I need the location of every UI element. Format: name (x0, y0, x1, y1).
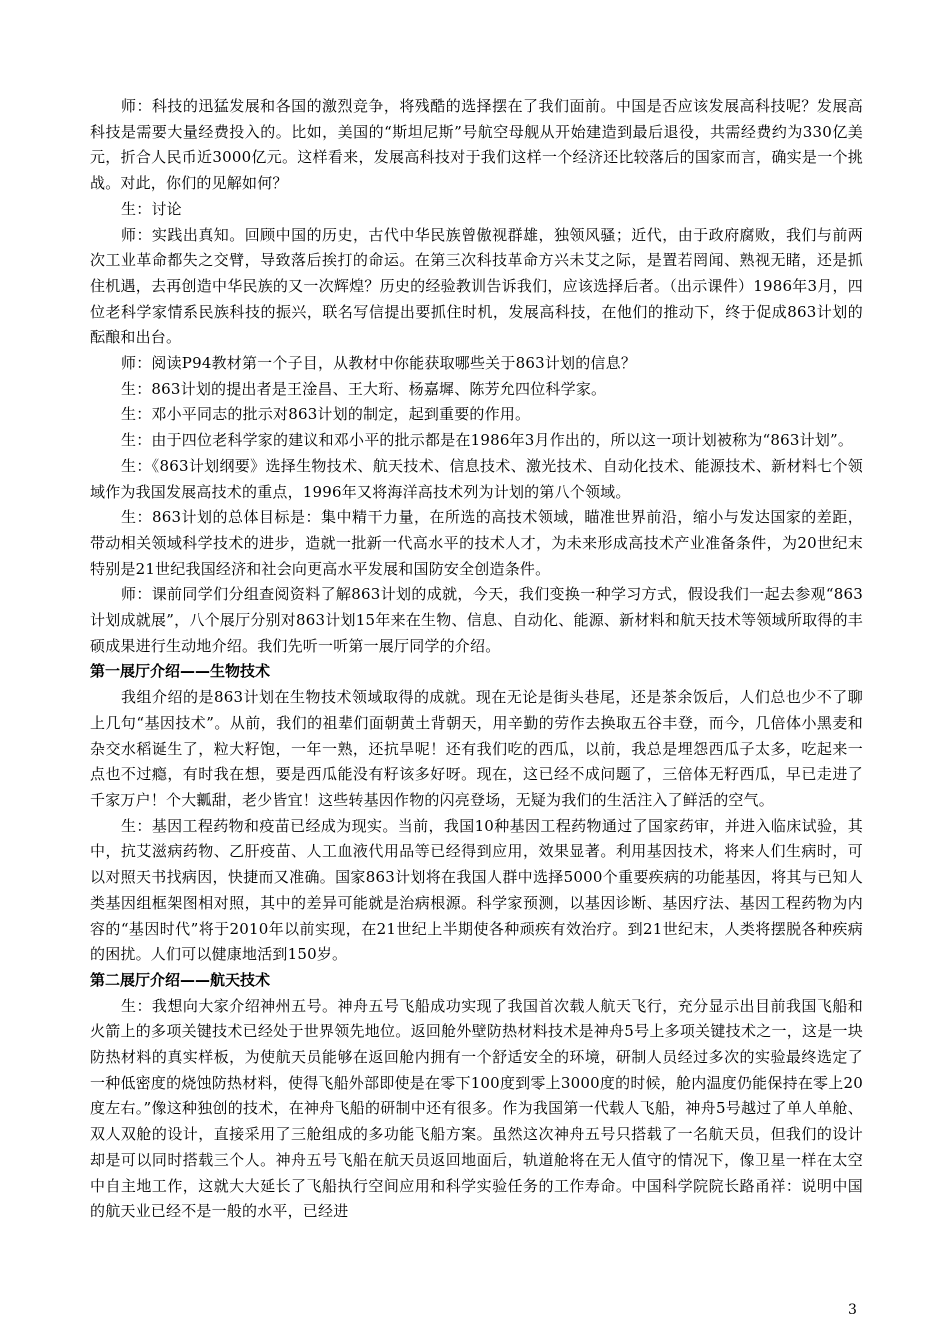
paragraph: 生：863计划的提出者是王淦昌、王大珩、杨嘉墀、陈芳允四位科学家。 (121, 379, 607, 398)
paragraph: 生：讨论 (121, 199, 182, 218)
paragraph: 生：我想向大家介绍神州五号。神舟五号飞船成功实现了我国首次载人航天飞行，充分显示出目前我国飞船和火箭上的多项关键技术已经处于世界领先地位。返回舱外壁防热材料技术是神舟5号上多项关键技术之一，这是一块防热材料的真实样板，为使航天员能够在返回舱内拥有一个舒适安全的环境，研制人员经过多次的实验最终选定了一种低密度的烧蚀防热材料，使得飞船外部即使是在零下100度到零上3000度的时候，舱内温度仍能保持在零上20度左右。”像这种独创的技术，在神舟飞船的研制中还有很多。作为我国第一代载人飞船，神舟5号越过了单人单舱、双人双舱的设计，直接采用了三舱组成的多功能飞船方案。虽然这次神舟五号只搭载了一名航天员，但我们的设计却是可以同时搭载三个人。神舟五号飞船在航天员返回地面后，轨道舱将在无人值守的情况下，像卫星一样在太空中自主地工作，这就大大延长了飞船执行空间应用和科学实验任务的工作寿命。中国科学院院长路甬祥：说明中国的航天业已经不是一般的水平，已经进 (90, 996, 863, 1221)
paragraph: 生：863计划的总体目标是：集中精干力量，在所选的高技术领域，瞄准世界前沿，缩小与发达国家的差距，带动相关领域科学技术的进步，造就一批新一代高水平的技术人才，为未来形成高技术产业准备条件，为20世纪末特别是21世纪我国经济和社会向更高水平发展和国防安全创造条件。 (90, 508, 863, 578)
paragraph: 生：邓小平同志的批示对863计划的制定，起到重要的作用。 (121, 405, 531, 424)
section-heading: 第一展厅介绍——生物技术 (90, 662, 271, 681)
paragraph: 生：《863计划纲要》选择生物技术、航天技术、信息技术、激光技术、自动化技术、能源技术、新材料七个领域作为我国发展高技术的重点，1996年又将海洋高技术列为计划的第八个领域。 (90, 456, 863, 501)
paragraph: 师：阅读P94教材第一个子目，从教材中你能获取哪些关于863计划的信息？ (121, 354, 637, 373)
section-heading: 第二展厅介绍——航天技术 (90, 970, 271, 989)
paragraph: 师：课前同学们分组查阅资料了解863计划的成就，今天，我们变换一种学习方式，假设我们一起去参观“863计划成就展”，八个展厅分别对863计划15年来在生物、信息、自动化、能源、新材料和航天技术等领域所取得的丰硕成果进行生动地介绍。我们先听一听第一展厅同学的介绍。 (90, 585, 863, 655)
document-page (90, 94, 863, 1225)
paragraph: 生：由于四位老科学家的建议和邓小平的批示都是在1986年3月作出的，所以这一项计划被称为“863计划”。 (121, 431, 854, 450)
paragraph: 生：基因工程药物和疫苗已经成为现实。当前，我国10种基因工程药物通过了国家药审，并进入临床试验，其中，抗艾滋病药物、乙肝疫苗、人工血液代用品等已经得到应用，效果显著。利用基因技术，将来人们生病时，可以对照天书找病因，快捷而又准确。国家863计划将在我国人群中选择5000个重要疾病的功能基因，将其与已知人类基因组框架图相对照，其中的差异可能就是治病根源。科学家预测，以基因诊断、基因疗法、基因工程药物为内容的“基因时代”将于2010年以前实现，在21世纪上半期使各种顽疾有效治疗。到21世纪末，人类将摆脱各种疾病的困扰。人们可以健康地活到150岁。 (90, 816, 863, 964)
paragraph: 师：科技的迅猛发展和各国的激烈竞争，将残酷的选择摆在了我们面前。中国是否应该发展高科技呢？发展高科技是需要大量经费投入的。比如，美国的“斯坦尼斯”号航空母舰从开始建造到最后退役，共需经费约为330亿美元，折合人民币近3000亿元。这样看来，发展高科技对于我们这样一个经济还比较落后的国家而言，确实是一个挑战。对此，你们的见解如何？ (90, 97, 863, 193)
paragraph: 师：实践出真知。回顾中国的历史，古代中华民族曾傲视群雄，独领风骚；近代，由于政府腐败，我们与前两次工业革命都失之交臂，导致落后挨打的命运。在第三次科技革命方兴未艾之际，是置若罔闻、熟视无睹，还是抓住机遇，去再创造中华民族的又一次辉煌？历史的经验教训告诉我们，应该选择后者。（出示课件）1986年3月，四位老科学家情系民族科技的振兴，联名写信提出要抓住时机，发展高科技，在他们的推动下，终于促成863计划的酝酿和出台。 (90, 225, 863, 347)
paragraph: 我组介绍的是863计划在生物技术领域取得的成就。现在无论是街头巷尾，还是茶余饭后，人们总也少不了聊上几句“基因技术”。从前，我们的祖辈们面朝黄土背朝天，用辛勤的劳作去换取五谷丰登，而今，几倍体小黑麦和杂交水稻诞生了，粒大籽饱，一年一熟，还抗旱呢！还有我们吃的西瓜，以前，我总是埋怨西瓜子太多，吃起来一点也不过瘾，有时我在想，要是西瓜能没有籽该多好呀。现在，这已经不成问题了，三倍体无籽西瓜，早已走进了千家万户！个大瓤甜，老少皆宜！这些转基因作物的闪亮登场，无疑为我们的生活注入了鲜活的空气。 (90, 688, 863, 809)
page-number: 3 (848, 1302, 857, 1318)
